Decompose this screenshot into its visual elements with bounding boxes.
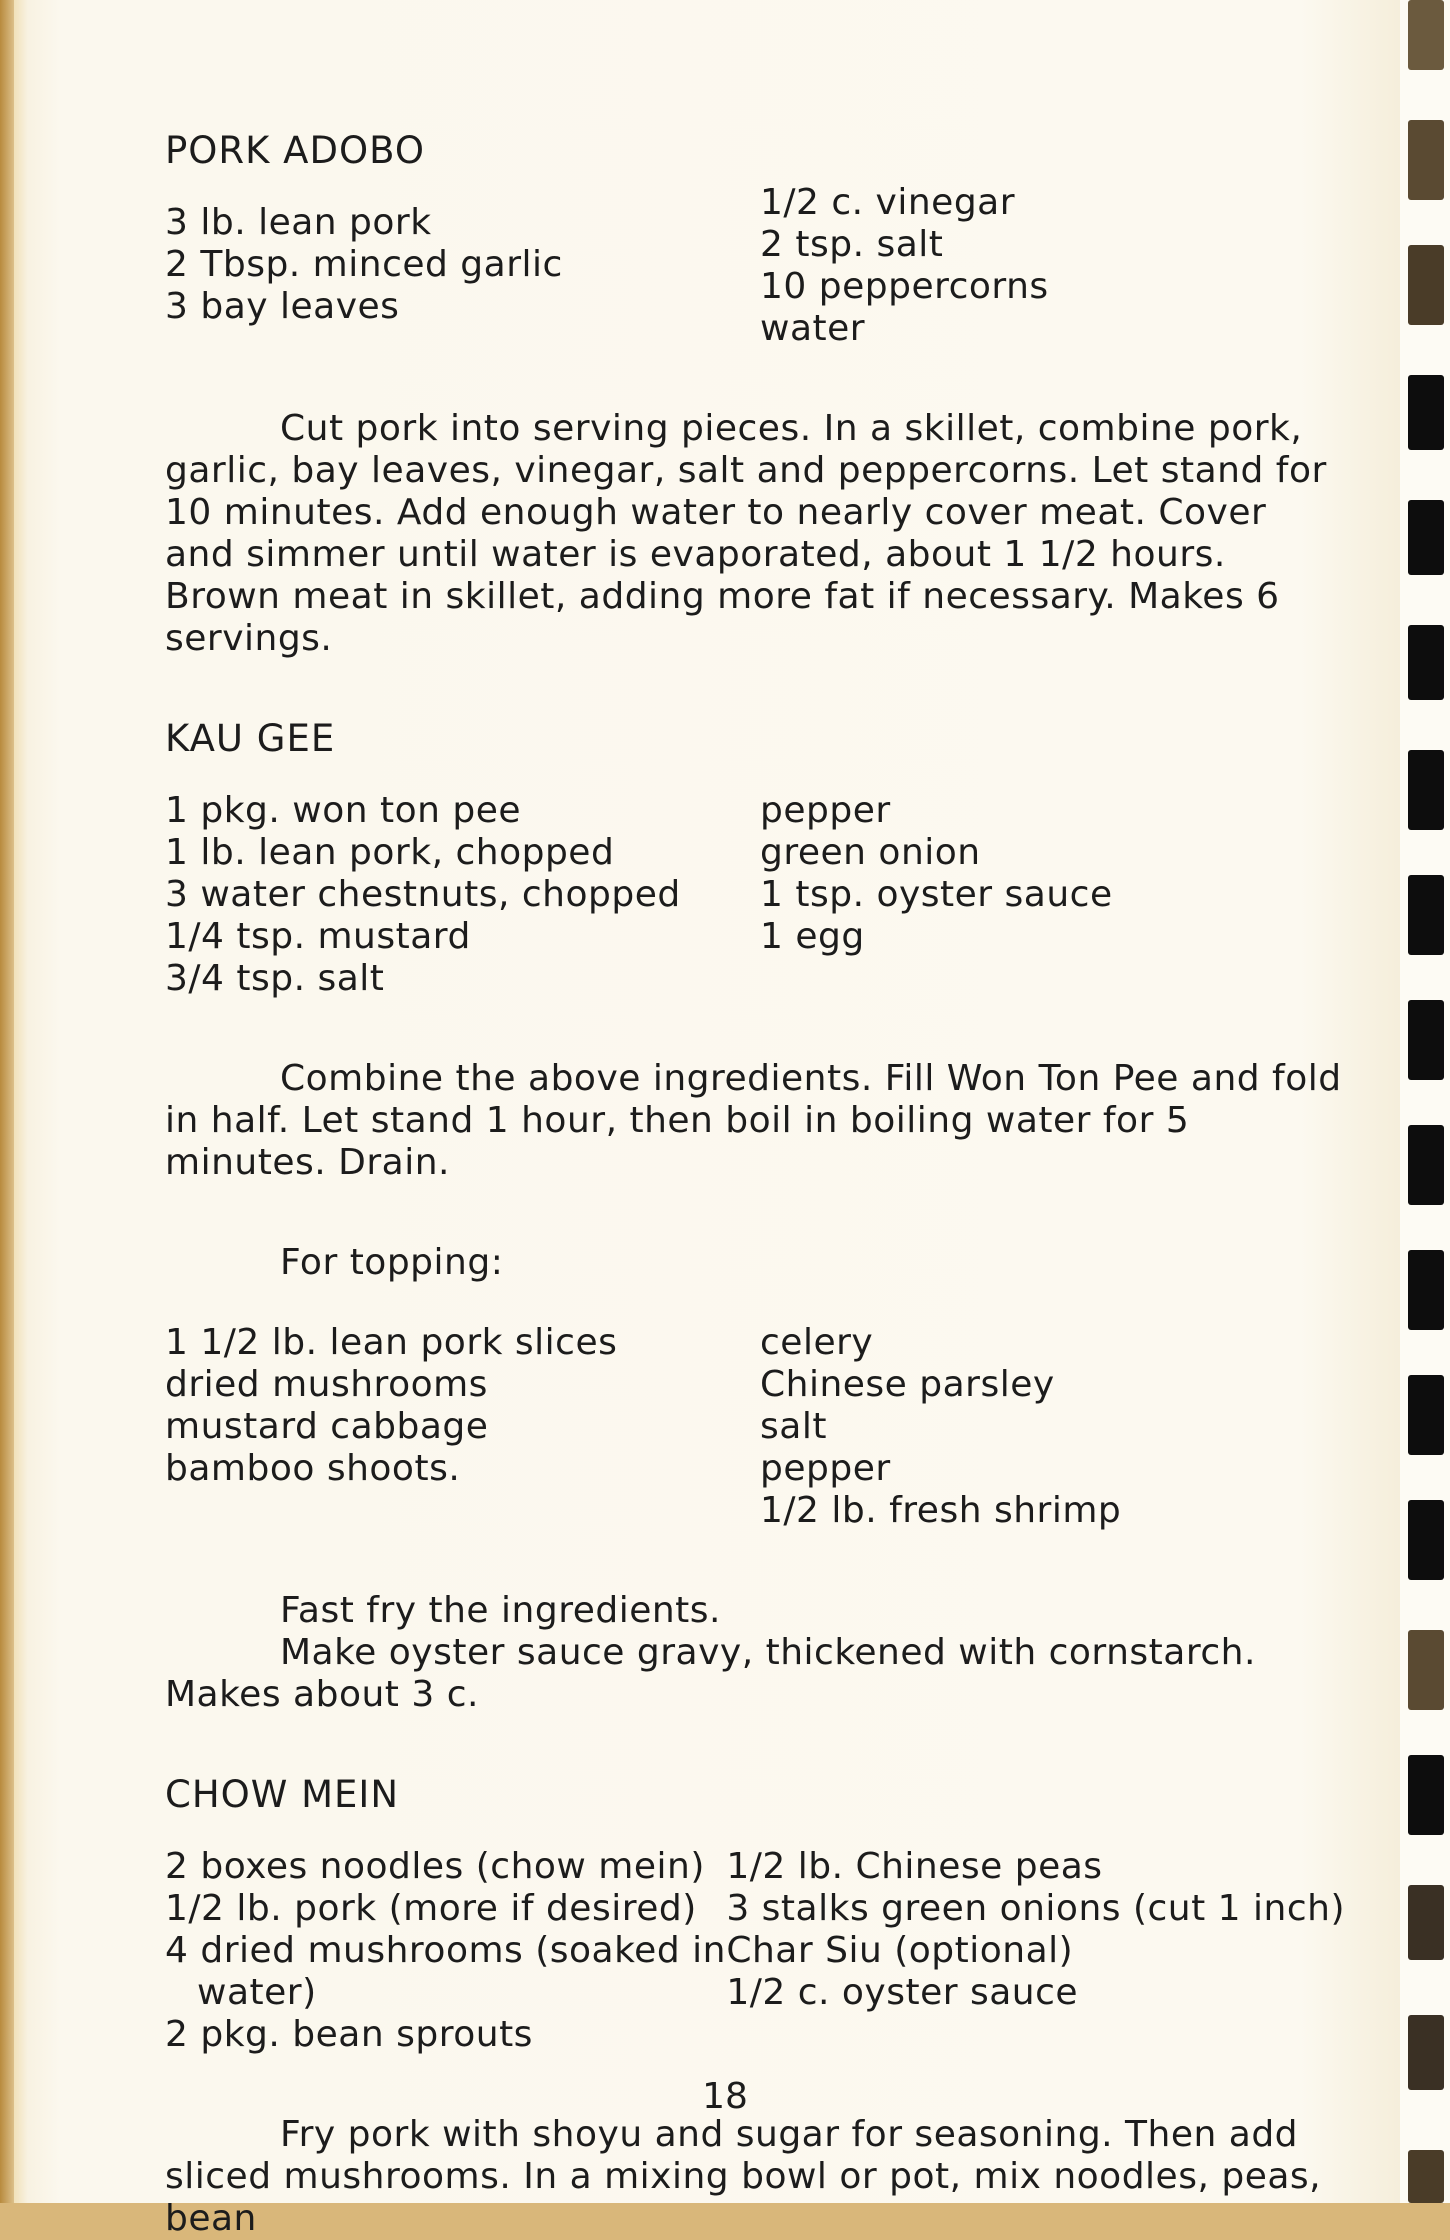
- ingredient: 2 pkg. bean sprouts: [165, 2014, 533, 2055]
- recipe-pork-adobo: [165, 130, 1345, 660]
- page-edge-shadow: [0, 0, 14, 2203]
- topping-heading: For topping:: [280, 1242, 504, 1283]
- recipe-instructions: Fry pork with shoyu and sugar for seasoning. Then add sliced mushrooms. In a mixing bowl or pot, mix noodles, peas, bean: [165, 2114, 1322, 2239]
- binding-hole: [1408, 1755, 1444, 1835]
- binding-hole: [1408, 375, 1444, 450]
- ingredient: pepper: [760, 1448, 891, 1489]
- ingredient: 1/4 tsp. mustard: [165, 916, 471, 957]
- ingredients-right: [760, 790, 1345, 1000]
- recipe-chow-mein: [165, 1774, 1345, 2240]
- topping-columns: [165, 1322, 1345, 1532]
- ingredients-right: [760, 182, 1345, 350]
- binding-hole: [1408, 1500, 1444, 1580]
- ingredient: 4 dried mushrooms (soaked in: [165, 1930, 726, 1971]
- recipe-instructions: Cut pork into serving pieces. In a skillet, combine pork, garlic, bay leaves, vinegar, salt and peppercorns. Let stand for 10 minutes. Add enough water to nearly cover meat. Cover and simmer until water is evaporated, about 1 1/2 hours. Brown meat in skillet, adding more fat if necessary. Makes 6 servings.: [165, 408, 1327, 659]
- ingredient: 1/2 c. oyster sauce: [726, 1972, 1079, 2013]
- ingredient: 1 tsp. oyster sauce: [760, 874, 1113, 915]
- ingredient: 3 lb. lean pork: [165, 202, 432, 243]
- binding-hole: [1408, 0, 1444, 70]
- ingredient: 1 pkg. won ton pee: [165, 790, 522, 831]
- ingredient: pepper: [760, 790, 891, 831]
- ingredient: 3 water chestnuts, chopped: [165, 874, 681, 915]
- binding-hole: [1408, 875, 1444, 955]
- ingredient: 2 Tbsp. minced garlic: [165, 244, 563, 285]
- ingredients-left: [165, 790, 760, 1000]
- ingredient: water): [197, 1972, 317, 2013]
- binding-hole: [1408, 500, 1444, 575]
- ingredient: Chinese parsley: [760, 1364, 1055, 1405]
- topping-step: Make oyster sauce gravy, thickened with cornstarch. Makes about 3 c.: [165, 1632, 1256, 1715]
- ingredient: 3 bay leaves: [165, 286, 400, 327]
- binding-hole: [1408, 1250, 1444, 1330]
- recipe-title: KAU GEE: [165, 717, 336, 760]
- ingredient: 1/2 lb. Chinese peas: [726, 1846, 1103, 1887]
- ingredient: 1/2 c. vinegar: [760, 182, 1016, 223]
- ingredient: 10 peppercorns: [760, 266, 1049, 307]
- ingredient: salt: [760, 1406, 827, 1447]
- binding-hole: [1408, 1630, 1444, 1710]
- ingredients-right: [726, 1846, 1345, 2056]
- ingredient: 1/2 lb. pork (more if desired): [165, 1888, 697, 1929]
- spiral-binding: [1400, 0, 1450, 2203]
- ingredient: bamboo shoots.: [165, 1448, 461, 1489]
- binding-hole: [1408, 245, 1444, 325]
- ingredient-columns: [165, 1846, 1345, 2056]
- topping-left: [165, 1322, 760, 1532]
- binding-hole: [1408, 2015, 1444, 2090]
- page-number: 18: [702, 2076, 748, 2117]
- ingredient: green onion: [760, 832, 981, 873]
- binding-hole: [1408, 2150, 1444, 2203]
- binding-hole: [1408, 1375, 1444, 1455]
- page-content: [165, 130, 1345, 2240]
- ingredient: Char Siu (optional): [726, 1930, 1074, 1971]
- ingredient: mustard cabbage: [165, 1406, 489, 1447]
- ingredients-left: [165, 1846, 726, 2056]
- ingredient: celery: [760, 1322, 874, 1363]
- recipe-title: CHOW MEIN: [165, 1773, 400, 1816]
- ingredient: water: [760, 308, 866, 349]
- ingredient: 3/4 tsp. salt: [165, 958, 385, 999]
- ingredient: 1 egg: [760, 916, 865, 957]
- binding-hole: [1408, 625, 1444, 700]
- ingredient: 1 lb. lean pork, chopped: [165, 832, 615, 873]
- recipe-title: PORK ADOBO: [165, 129, 425, 172]
- ingredient-columns: [165, 182, 1345, 350]
- recipe-instructions: Combine the above ingredients. Fill Won Ton Pee and fold in half. Let stand 1 hour, then boil in boiling water for 5 minutes. Drain.: [165, 1058, 1342, 1183]
- binding-hole: [1408, 1125, 1444, 1205]
- ingredient: 2 tsp. salt: [760, 224, 944, 265]
- binding-hole: [1408, 1000, 1444, 1080]
- topping-step: Fast fry the ingredients.: [280, 1590, 721, 1631]
- binding-hole: [1408, 750, 1444, 830]
- ingredient: 3 stalks green onions (cut 1 inch): [726, 1888, 1345, 1929]
- topping-right: [760, 1322, 1345, 1532]
- ingredient: 1/2 lb. fresh shrimp: [760, 1490, 1122, 1531]
- ingredients-left: [165, 202, 760, 350]
- binding-hole: [1408, 1885, 1444, 1960]
- ingredient: 1 1/2 lb. lean pork slices: [165, 1322, 618, 1363]
- ingredient: dried mushrooms: [165, 1364, 488, 1405]
- ingredient: 2 boxes noodles (chow mein): [165, 1846, 705, 1887]
- ingredient-columns: [165, 790, 1345, 1000]
- binding-hole: [1408, 120, 1444, 200]
- recipe-kau-gee: [165, 718, 1345, 1716]
